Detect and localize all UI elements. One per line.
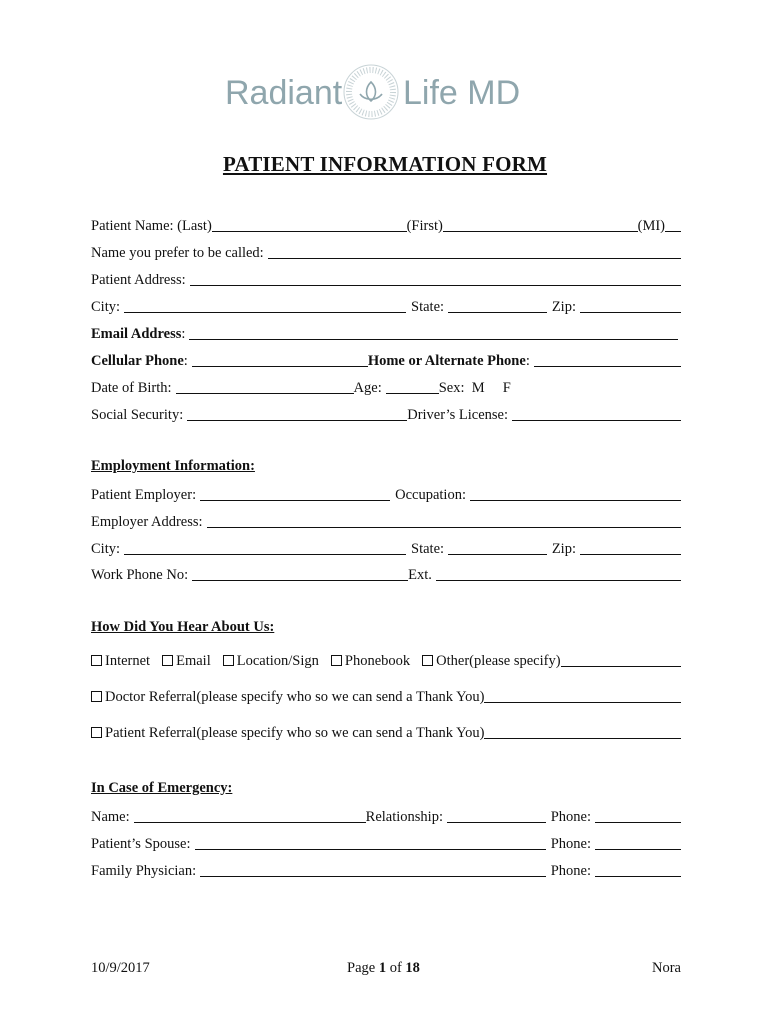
checkbox-patient-referral[interactable] [91, 727, 102, 738]
employer-city-row [91, 538, 681, 558]
checkbox-email[interactable] [162, 655, 173, 666]
footer-page-total: 18 [405, 960, 420, 976]
label-preferred-name: Name you prefer to be called: [91, 245, 264, 261]
spouse-field[interactable] [195, 834, 546, 850]
page-footer [91, 960, 681, 980]
option-patient-referral-label: Patient Referral [105, 725, 197, 741]
employer-zip-field[interactable] [580, 539, 681, 555]
emergency-name-row [91, 806, 681, 826]
spouse-phone-field[interactable] [595, 834, 681, 850]
label-email: Email Address [91, 326, 182, 342]
radiant-life-md-logo [0, 62, 770, 132]
label-mi: (MI) [637, 218, 665, 234]
footer-date: 10/9/2017 [91, 960, 150, 976]
age-field[interactable] [386, 378, 439, 394]
patient-name-row [91, 215, 681, 235]
employer-field[interactable] [200, 485, 390, 501]
checkbox-location-sign[interactable] [223, 655, 234, 666]
preferred-name-row [91, 242, 681, 262]
checkbox-other[interactable] [422, 655, 433, 666]
doctor-referral-field[interactable] [484, 687, 681, 703]
label-employer-address: Employer Address: [91, 514, 203, 530]
form-title: PATIENT INFORMATION FORM [222, 152, 548, 176]
logo-text-right: Life MD [403, 74, 521, 112]
label-home-phone: Home or Alternate Phone [367, 353, 526, 369]
employer-city-field[interactable] [124, 539, 406, 555]
label-employer-city: City: [91, 541, 121, 557]
footer-page-number [347, 960, 420, 977]
doctor-referral-row [91, 686, 681, 706]
label-cellular-phone: Cellular Phone [91, 353, 184, 369]
other-note: (please specify) [469, 653, 561, 669]
option-phonebook-label: Phonebook [344, 653, 411, 669]
label-dob: Date of Birth: [91, 380, 172, 396]
footer-page-of: of [386, 960, 406, 976]
option-internet[interactable] [91, 652, 150, 670]
footer-page-prefix: Page [347, 960, 379, 976]
dob-row [91, 377, 681, 397]
last-name-field[interactable] [212, 216, 407, 232]
patient-referral-row [91, 722, 681, 742]
option-patient-referral[interactable] [91, 724, 196, 742]
label-first-name: (First) [406, 218, 443, 234]
work-phone-row [91, 564, 681, 584]
physician-row [91, 860, 681, 880]
label-city: City: [91, 299, 121, 315]
label-last-name: Patient Name: (Last) [91, 218, 212, 234]
label-employer-state: State: [411, 541, 445, 557]
zip-field[interactable] [580, 297, 681, 313]
sun-lotus-icon [344, 65, 398, 119]
ssn-field[interactable] [187, 405, 407, 421]
label-employer: Patient Employer: [91, 487, 197, 503]
label-emergency-phone: Phone: [550, 809, 591, 825]
patient-referral-field[interactable] [484, 723, 681, 739]
employment-heading: Employment Information: [91, 458, 255, 474]
label-spouse-phone: Phone: [550, 836, 591, 852]
option-doctor-referral[interactable] [91, 688, 196, 706]
state-field[interactable] [448, 297, 547, 313]
option-other-label: Other [436, 653, 470, 669]
label-sex[interactable]: Sex: M F [438, 380, 511, 396]
label-patient-address: Patient Address: [91, 272, 186, 288]
emergency-name-field[interactable] [134, 807, 366, 823]
label-ext: Ext. [408, 567, 432, 583]
label-occupation: Occupation: [395, 487, 466, 503]
emergency-phone-field[interactable] [595, 807, 681, 823]
label-relationship: Relationship: [365, 809, 443, 825]
dob-field[interactable] [176, 378, 354, 394]
option-phonebook[interactable] [331, 652, 410, 670]
phone-row: Cellular Phone : Home or Alternate Phone : [91, 350, 681, 370]
spouse-row [91, 833, 681, 853]
label-physician-phone: Phone: [550, 863, 591, 879]
checkbox-doctor-referral[interactable] [91, 691, 102, 702]
label-work-phone: Work Phone No: [91, 567, 189, 583]
footer-page-current: 1 [378, 960, 387, 976]
cellular-phone-field[interactable] [192, 351, 368, 367]
option-location-sign[interactable] [223, 652, 319, 670]
patient-address-field[interactable] [190, 270, 681, 286]
referral-options-row [91, 650, 681, 670]
other-specify-field[interactable] [561, 651, 681, 667]
employer-address-row [91, 511, 681, 531]
drivers-license-field[interactable] [512, 405, 681, 421]
occupation-field[interactable] [470, 485, 681, 501]
checkbox-phonebook[interactable] [331, 655, 342, 666]
option-doctor-referral-label: Doctor Referral [105, 689, 197, 705]
email-row: Email Address : [91, 323, 681, 343]
patient-city-row [91, 296, 681, 316]
emergency-heading: In Case of Emergency: [91, 780, 233, 796]
logo-text-left: Radiant [225, 74, 343, 112]
referral-heading: How Did You Hear About Us: [91, 619, 275, 635]
doctor-referral-note: (please specify who so we can send a Thank You) [196, 689, 485, 705]
work-phone-field[interactable] [192, 565, 408, 581]
label-physician: Family Physician: [91, 863, 197, 879]
label-spouse: Patient’s Spouse: [91, 836, 191, 852]
label-drivers-license: Driver’s License: [407, 407, 509, 423]
city-field[interactable] [124, 297, 406, 313]
option-email[interactable] [162, 652, 211, 670]
employer-state-field[interactable] [448, 539, 547, 555]
ssn-row [91, 404, 681, 424]
label-employer-zip: Zip: [551, 541, 576, 557]
patient-referral-note: (please specify who so we can send a Thank You) [196, 725, 485, 741]
option-email-label: Email [176, 653, 211, 669]
physician-phone-field[interactable] [595, 861, 681, 877]
email-field[interactable] [189, 324, 678, 340]
label-age: Age: [353, 380, 382, 396]
home-phone-field[interactable] [534, 351, 681, 367]
label-emergency-name: Name: [91, 809, 130, 825]
option-other[interactable] [422, 652, 469, 670]
employer-row [91, 484, 681, 504]
employer-address-field[interactable] [207, 512, 681, 528]
ext-field[interactable] [436, 565, 681, 581]
relationship-field[interactable] [447, 807, 546, 823]
label-state: State: [411, 299, 445, 315]
label-ssn: Social Security: [91, 407, 184, 423]
physician-field[interactable] [200, 861, 546, 877]
first-name-field[interactable] [443, 216, 638, 232]
option-internet-label: Internet [105, 653, 151, 669]
patient-address-row [91, 269, 681, 289]
footer-author: Nora [652, 960, 681, 976]
mi-field[interactable] [665, 216, 681, 232]
option-location-sign-label: Location/Sign [236, 653, 319, 669]
label-zip: Zip: [551, 299, 576, 315]
preferred-name-field[interactable] [268, 243, 681, 259]
checkbox-internet[interactable] [91, 655, 102, 666]
